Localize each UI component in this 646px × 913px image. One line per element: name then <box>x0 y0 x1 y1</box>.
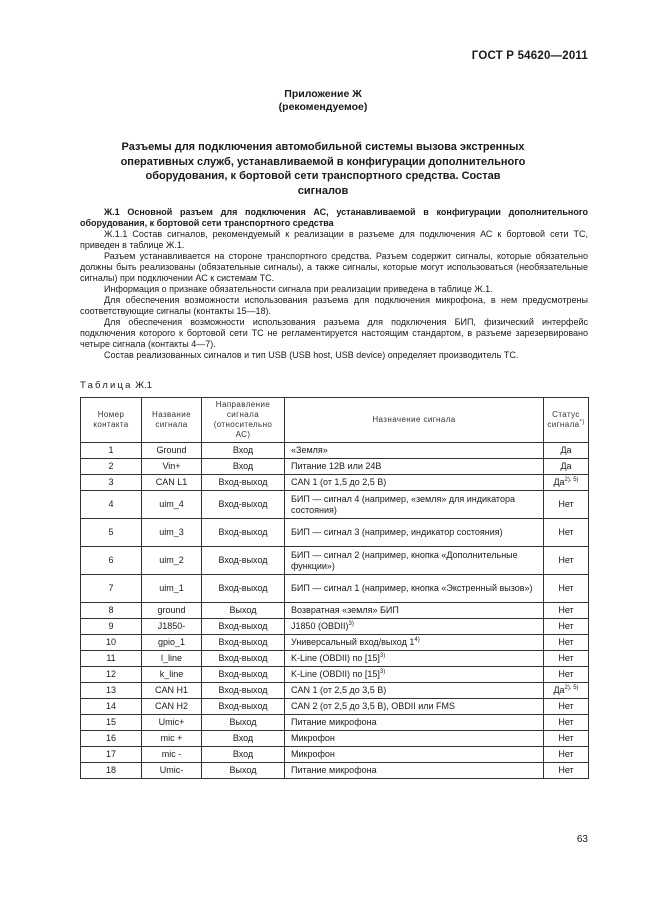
cell-direction <box>202 683 285 699</box>
cell-number <box>81 575 142 603</box>
cell-number <box>81 763 142 779</box>
table-row <box>81 619 589 635</box>
table-row <box>81 519 589 547</box>
cell-name <box>142 683 202 699</box>
cell-direction-text: Вход-выход <box>218 583 268 593</box>
cell-purpose-text: Питание микрофона <box>291 717 377 727</box>
cell-number-text: 12 <box>105 669 116 679</box>
cell-status <box>544 603 589 619</box>
cell-direction <box>202 459 285 475</box>
cell-name <box>142 635 202 651</box>
cell-purpose-text: CAN 2 (от 2,5 до 3,5 В), OBDII или FMS <box>291 701 456 711</box>
cell-direction <box>202 651 285 667</box>
cell-direction <box>202 699 285 715</box>
table-row <box>81 443 589 459</box>
cell-direction-text: Вход-выход <box>218 637 268 647</box>
cell-name <box>142 619 202 635</box>
cell-direction-text: Вход <box>232 733 254 743</box>
table-row <box>81 603 589 619</box>
cell-status-text: Нет <box>558 583 574 593</box>
purpose-footnote: 3) <box>379 653 386 659</box>
cell-number-text: 17 <box>105 749 116 759</box>
cell-name <box>142 763 202 779</box>
cell-name <box>142 547 202 575</box>
cell-status-text: Нет <box>558 765 574 775</box>
cell-status-text: Нет <box>558 669 574 679</box>
cell-number-text: 7 <box>108 583 114 593</box>
cell-purpose <box>285 683 544 699</box>
cell-name <box>142 475 202 491</box>
cell-direction <box>202 747 285 763</box>
cell-number <box>81 683 142 699</box>
cell-purpose <box>285 699 544 715</box>
cell-purpose-text: Микрофон <box>291 733 335 743</box>
cell-name-text: mic + <box>160 733 183 743</box>
cell-number <box>81 603 142 619</box>
cell-purpose-text: БИП — сигнал 1 (например, кнопка «Экстренный вызов») <box>291 583 533 593</box>
cell-number <box>81 491 142 519</box>
cell-direction-text: Вход-выход <box>218 701 268 711</box>
cell-number <box>81 747 142 763</box>
col-header-purpose: Назначение сигнала <box>285 398 544 443</box>
table-row <box>81 699 589 715</box>
cell-name-text: mic - <box>161 749 182 759</box>
table-row <box>81 731 589 747</box>
cell-direction-text: Вход-выход <box>218 653 268 663</box>
table-row <box>81 747 589 763</box>
cell-name <box>142 651 202 667</box>
table-row <box>81 575 589 603</box>
cell-purpose-text: K-Line (OBDII) по [15] <box>291 669 380 679</box>
cell-status-text: Нет <box>558 749 574 759</box>
cell-status-text: Нет <box>558 605 574 615</box>
table-row <box>81 651 589 667</box>
cell-status <box>544 491 589 519</box>
cell-number <box>81 635 142 651</box>
cell-purpose <box>285 619 544 635</box>
cell-name-text: J1850- <box>157 621 186 631</box>
cell-name <box>142 731 202 747</box>
table-row <box>81 683 589 699</box>
cell-status-text: Нет <box>558 555 574 565</box>
cell-status <box>544 575 589 603</box>
cell-purpose-text: БИП — сигнал 4 (например, «земля» для индикатора состояния) <box>291 493 515 515</box>
cell-purpose-text: Питание 12В или 24В <box>291 461 382 471</box>
table-header-row <box>81 398 589 443</box>
appendix-heading <box>0 88 646 114</box>
cell-direction <box>202 519 285 547</box>
cell-name-text: Umic- <box>159 765 184 775</box>
table-caption-word: Таблица <box>80 380 133 391</box>
cell-direction-text: Выход <box>229 717 257 727</box>
cell-number-text: 5 <box>108 527 114 537</box>
table-row <box>81 547 589 575</box>
cell-number <box>81 547 142 575</box>
cell-number <box>81 443 142 459</box>
cell-status <box>544 475 589 491</box>
standard-number: ГОСТ Р 54620—2011 <box>471 50 588 62</box>
cell-status-text: Нет <box>558 653 574 663</box>
table-caption-number: Ж.1 <box>135 380 152 391</box>
document-title: Разъемы для подключения автомобильной системы вызова экстренных оперативных служб, устанавливаемой в конфигурации дополнительного оборудования, к бортовой сети транспортного средства. Состав сигналов <box>120 141 526 197</box>
cell-number <box>81 619 142 635</box>
purpose-footnote: 4) <box>414 637 420 643</box>
cell-direction <box>202 475 285 491</box>
cell-direction-text: Вход <box>232 749 254 759</box>
cell-direction-text: Вход <box>232 445 254 455</box>
cell-name <box>142 491 202 519</box>
cell-status <box>544 619 589 635</box>
cell-purpose <box>285 575 544 603</box>
cell-name <box>142 459 202 475</box>
cell-direction <box>202 667 285 683</box>
cell-direction-text: Вход-выход <box>218 555 268 565</box>
cell-number <box>81 459 142 475</box>
cell-number-text: 6 <box>108 555 114 565</box>
cell-name-text: uim_2 <box>159 555 184 565</box>
cell-status <box>544 443 589 459</box>
cell-purpose <box>285 747 544 763</box>
appendix-subtitle: (рекомендуемое) <box>278 101 368 113</box>
cell-number-text: 3 <box>108 477 114 487</box>
cell-direction <box>202 619 285 635</box>
cell-purpose-text: Микрофон <box>291 749 335 759</box>
cell-purpose <box>285 651 544 667</box>
cell-number-text: 13 <box>105 685 116 695</box>
cell-name-text: uim_1 <box>159 583 184 593</box>
cell-status <box>544 731 589 747</box>
cell-direction-text: Вход-выход <box>218 685 268 695</box>
cell-purpose <box>285 547 544 575</box>
cell-number <box>81 699 142 715</box>
paragraph: Для обеспечения возможности использования разъема для подключения БИП, физический интерфейс подключения которого к бортовой сети ТС не регламентируется настоящим стандартом, в разъеме зарезервировано четыре сигнала (контакты 4—7). <box>80 317 588 349</box>
paragraph: Для обеспечения возможности использования разъема для подключения микрофона, в нем предусмотрены соответствующие сигналы (контакты 15—18). <box>80 295 588 316</box>
table-row <box>81 715 589 731</box>
cell-purpose <box>285 731 544 747</box>
cell-status <box>544 763 589 779</box>
cell-number-text: 14 <box>105 701 116 711</box>
status-footnote: 2), 5) <box>564 685 579 691</box>
cell-status <box>544 747 589 763</box>
cell-number-text: 10 <box>105 637 116 647</box>
table-caption <box>80 380 152 391</box>
purpose-footnote: 3) <box>348 621 354 627</box>
cell-purpose-text: БИП — сигнал 3 (например, индикатор состояния) <box>291 527 503 537</box>
cell-status <box>544 651 589 667</box>
cell-purpose <box>285 459 544 475</box>
cell-purpose <box>285 763 544 779</box>
cell-name <box>142 699 202 715</box>
cell-status <box>544 547 589 575</box>
table-row <box>81 635 589 651</box>
cell-direction <box>202 731 285 747</box>
cell-number <box>81 651 142 667</box>
cell-name-text: uim_4 <box>159 499 184 509</box>
cell-number-text: 11 <box>106 653 116 663</box>
cell-direction-text: Выход <box>229 765 257 775</box>
cell-direction <box>202 491 285 519</box>
cell-number-text: 9 <box>108 621 114 631</box>
cell-status <box>544 699 589 715</box>
section-heading: Ж.1 Основной разъем для подключения АС, устанавливаемой в конфигурации дополнительного оборудования, к бортовой сети транспортного средства <box>80 207 588 228</box>
cell-name-text: Vin+ <box>162 461 181 471</box>
cell-purpose <box>285 715 544 731</box>
cell-status-text: Да <box>560 445 572 455</box>
cell-name-text: gpio_1 <box>157 637 186 647</box>
cell-number-text: 4 <box>108 499 114 509</box>
table-row <box>81 667 589 683</box>
cell-name-text: Ground <box>156 445 187 455</box>
cell-status-text: Нет <box>558 733 574 743</box>
cell-purpose <box>285 475 544 491</box>
cell-number-text: 8 <box>108 605 114 615</box>
cell-status-text: Нет <box>558 621 574 631</box>
cell-number <box>81 667 142 683</box>
cell-direction <box>202 547 285 575</box>
cell-name <box>142 747 202 763</box>
cell-direction-text: Вход-выход <box>218 527 268 537</box>
cell-direction-text: Вход-выход <box>218 621 268 631</box>
section-body <box>80 207 588 361</box>
cell-direction <box>202 715 285 731</box>
cell-number-text: 2 <box>108 461 114 471</box>
status-footnote: 2), 5) <box>564 477 579 483</box>
cell-purpose <box>285 635 544 651</box>
table-row <box>81 459 589 475</box>
cell-purpose <box>285 603 544 619</box>
cell-name-text: CAN H1 <box>154 685 188 695</box>
cell-direction <box>202 635 285 651</box>
cell-number-text: 1 <box>108 445 114 455</box>
cell-status-text: Нет <box>558 717 574 727</box>
cell-purpose-text: CAN 1 (от 2,5 до 3,5 В) <box>291 685 387 695</box>
cell-status <box>544 635 589 651</box>
col-header-name: Название сигнала <box>142 398 202 443</box>
cell-purpose-text: БИП — сигнал 2 (например, кнопка «Дополнительные функции») <box>291 549 518 571</box>
cell-purpose <box>285 519 544 547</box>
purpose-footnote: 3) <box>379 669 386 675</box>
cell-status-text: Нет <box>558 637 574 647</box>
cell-name-text: l_line <box>160 653 182 663</box>
cell-status <box>544 715 589 731</box>
table-row <box>81 475 589 491</box>
cell-name <box>142 715 202 731</box>
page-number: 63 <box>576 834 588 845</box>
cell-name <box>142 603 202 619</box>
cell-purpose <box>285 443 544 459</box>
cell-purpose-text: «Земля» <box>291 445 328 455</box>
cell-status <box>544 519 589 547</box>
cell-status <box>544 683 589 699</box>
cell-status-text: Нет <box>558 499 574 509</box>
cell-name-text: ground <box>157 605 186 615</box>
status-header-footnote: *) <box>579 419 585 426</box>
cell-name <box>142 443 202 459</box>
cell-direction-text: Вход-выход <box>218 477 268 487</box>
cell-direction-text: Выход <box>229 605 257 615</box>
cell-name <box>142 667 202 683</box>
cell-number <box>81 475 142 491</box>
cell-direction-text: Вход-выход <box>218 669 268 679</box>
cell-purpose-text: Питание микрофона <box>291 765 377 775</box>
cell-purpose-text: CAN 1 (от 1,5 до 2,5 В) <box>291 477 387 487</box>
cell-name-text: uim_3 <box>159 527 184 537</box>
cell-direction <box>202 763 285 779</box>
cell-number-text: 16 <box>105 733 116 743</box>
cell-number <box>81 715 142 731</box>
cell-name <box>142 519 202 547</box>
paragraph: Состав реализованных сигналов и тип USB (USB host, USB device) определяет производитель ТС. <box>104 350 519 360</box>
cell-name-text: k_line <box>159 669 184 679</box>
cell-direction-text: Вход <box>232 461 254 471</box>
cell-purpose-text: Универсальный вход/выход 1 <box>291 637 415 647</box>
status-header-text: Статус сигнала <box>547 410 580 429</box>
cell-status-text: Да <box>553 685 565 695</box>
cell-name-text: CAN L1 <box>155 477 188 487</box>
cell-status-text: Да <box>560 461 572 471</box>
cell-direction-text: Вход-выход <box>218 499 268 509</box>
cell-name <box>142 575 202 603</box>
paragraph: Информация о признаке обязательности сигнала при реализации приведена в таблице Ж.1. <box>104 284 493 294</box>
cell-status-text: Нет <box>558 527 574 537</box>
col-header-direction: Направление сигнала (относительно АС) <box>202 398 285 443</box>
cell-name-text: Umic+ <box>158 717 185 727</box>
cell-number-text: 15 <box>105 717 116 727</box>
cell-status-text: Да <box>553 477 565 487</box>
cell-direction <box>202 603 285 619</box>
table-row <box>81 491 589 519</box>
cell-number <box>81 519 142 547</box>
paragraph: Разъем устанавливается на стороне транспортного средства. Разъем содержит сигналы, которые обязательно должны быть реализованы (обязательные сигналы), а также сигналы, которые могут использоваться (необязательные сигналы) при подключении АС к системам ТС. <box>80 251 588 283</box>
cell-status <box>544 459 589 475</box>
cell-purpose-text: Возвратная «земля» БИП <box>291 605 399 615</box>
cell-purpose-text: J1850 (OBDII) <box>291 621 349 631</box>
table-row <box>81 763 589 779</box>
cell-name-text: CAN H2 <box>154 701 188 711</box>
col-header-status <box>544 398 589 443</box>
cell-direction <box>202 443 285 459</box>
cell-number <box>81 731 142 747</box>
paragraph: Ж.1.1 Состав сигналов, рекомендуемый к реализации в разъеме для подключения АС к бортовой сети ТС, приведен в таблице Ж.1. <box>80 229 588 250</box>
signals-table <box>80 397 589 779</box>
cell-purpose <box>285 491 544 519</box>
cell-purpose-text: K-Line (OBDII) по [15] <box>291 653 380 663</box>
col-header-number: Номер контакта <box>81 398 142 443</box>
cell-status-text: Нет <box>558 701 574 711</box>
cell-number-text: 18 <box>105 765 116 775</box>
appendix-title: Приложение Ж <box>284 88 362 100</box>
cell-direction <box>202 575 285 603</box>
cell-purpose <box>285 667 544 683</box>
cell-status <box>544 667 589 683</box>
